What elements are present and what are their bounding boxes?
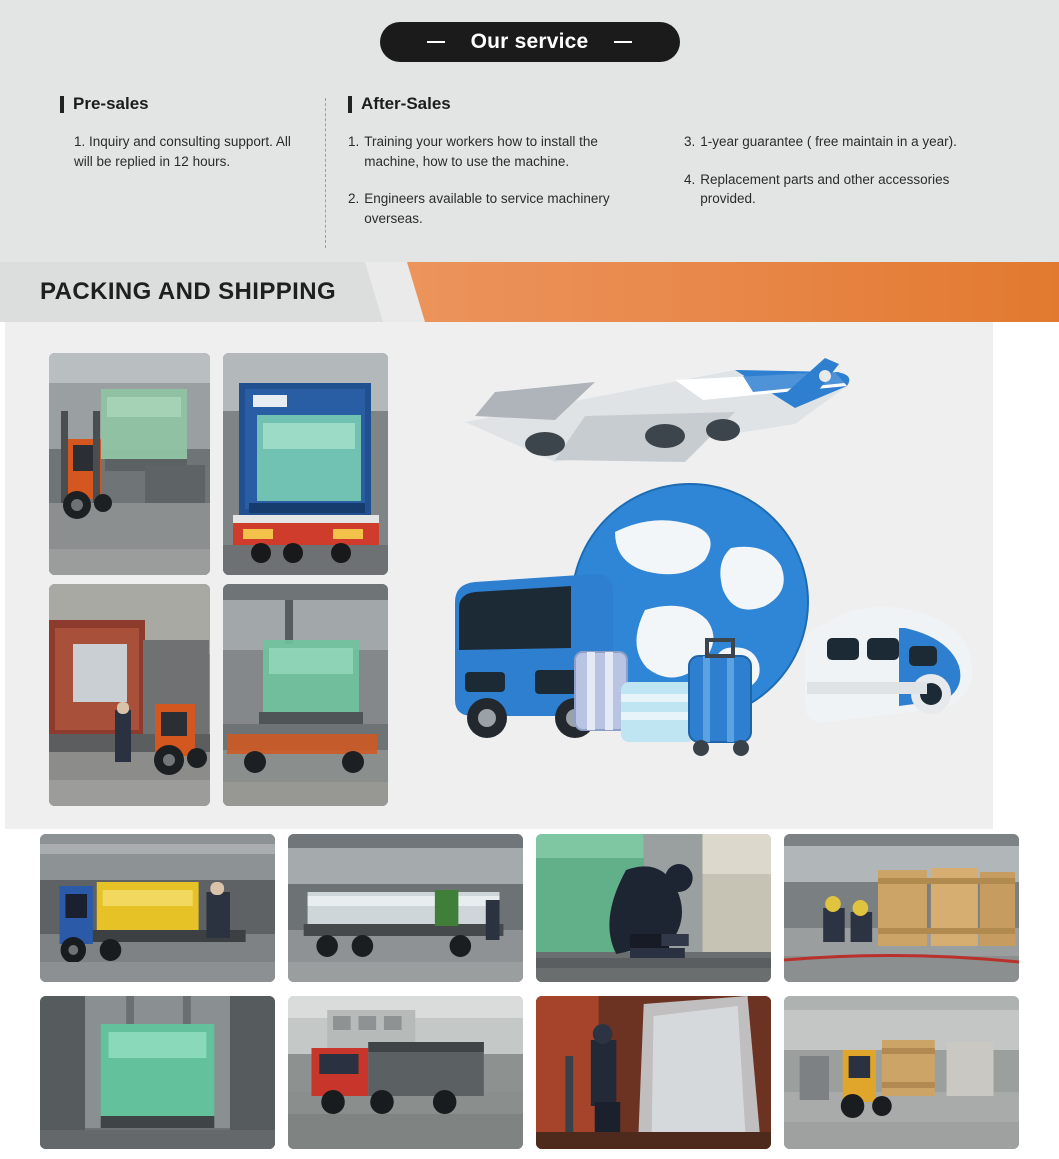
item-number: 4. xyxy=(684,171,696,187)
item-text: Engineers available to service machinery overseas. xyxy=(364,191,610,226)
after-sales-left-col xyxy=(348,132,648,246)
bottom-photo-2 xyxy=(288,834,523,982)
shipping-photo-1 xyxy=(49,353,210,575)
airplane-icon xyxy=(465,358,849,462)
green-wrapped-machine-in-container-icon xyxy=(40,996,275,1149)
after-sales-heading xyxy=(348,94,1011,114)
bottom-photo-4 xyxy=(784,834,1019,982)
shipping-photo-panel xyxy=(0,322,1059,834)
forklift-loading-truck-container-icon xyxy=(49,584,210,806)
bottom-photo-3 xyxy=(536,834,771,982)
packing-shipping-banner xyxy=(0,262,1059,322)
machine-inside-sitc-container-icon xyxy=(223,353,388,575)
banner-title: PACKING AND SHIPPING xyxy=(40,278,337,305)
worker-strapping-cargo-icon xyxy=(536,834,771,982)
after-sales-item xyxy=(684,170,984,209)
shipping-photo-2 xyxy=(223,353,388,575)
item-text: 1-year guarantee ( free maintain in a year). xyxy=(700,134,957,149)
item-text: Training your workers how to install the machine, how to use the machine. xyxy=(364,134,598,169)
service-title-pill xyxy=(380,22,680,62)
shipping-photo-3 xyxy=(49,584,210,806)
item-number: 2. xyxy=(348,191,360,207)
after-sales-item xyxy=(348,132,648,171)
red-truck-at-factory-gate-icon xyxy=(288,996,523,1149)
bottom-photo-grid xyxy=(0,834,1059,1149)
forklift-with-wooden-crates-in-workshop-icon xyxy=(784,996,1019,1149)
item-number: 1. xyxy=(348,134,360,149)
forklift-loading-yellow-machine-into-truck-icon xyxy=(40,834,275,982)
service-title-text: Our service xyxy=(470,30,589,53)
globe-plane-bus-train-luggage-illustration-icon xyxy=(435,352,980,812)
dash-left-icon xyxy=(427,41,445,43)
after-sales-item xyxy=(684,132,984,152)
item-text: Replacement parts and other accessories provided. xyxy=(700,171,950,207)
after-sales-item xyxy=(348,189,648,228)
shipping-photo-4 xyxy=(223,584,388,806)
bottom-photo-7 xyxy=(536,996,771,1149)
after-sales-grid xyxy=(348,132,1011,246)
item-number: 3. xyxy=(684,134,696,149)
forklift-loading-green-wrapped-machine-icon xyxy=(49,353,210,575)
shipping-panel-inner xyxy=(5,322,993,829)
after-sales-heading-text: After-Sales xyxy=(361,94,451,113)
bottom-photo-1 xyxy=(40,834,275,982)
dash-right-icon xyxy=(614,41,632,43)
service-title-wrap xyxy=(0,22,1059,62)
crane-lifting-wrapped-machine-icon xyxy=(223,584,388,806)
after-sales-right-col xyxy=(684,132,984,246)
long-machine-loaded-on-flatbed-truck-icon xyxy=(288,834,523,982)
pre-sales-column xyxy=(60,94,325,248)
column-divider xyxy=(325,98,326,248)
train-icon xyxy=(805,607,972,722)
workers-packing-wooden-crates-icon xyxy=(784,834,1019,982)
our-service-section xyxy=(0,0,1059,262)
bottom-photo-8 xyxy=(784,996,1019,1149)
bottom-photo-5 xyxy=(40,996,275,1149)
pre-sales-item: 1. Inquiry and consulting support. All will be replied in 12 hours. xyxy=(74,134,291,169)
after-sales-column xyxy=(348,94,1011,248)
pre-sales-heading-text: Pre-sales xyxy=(73,94,149,113)
bottom-photo-6 xyxy=(288,996,523,1149)
service-columns xyxy=(0,94,1059,248)
transport-illustration xyxy=(435,352,980,812)
bar-marker-icon xyxy=(348,96,352,113)
pre-sales-heading xyxy=(60,94,311,114)
bar-marker-icon xyxy=(60,96,64,113)
worker-wrapping-machine-in-container-icon xyxy=(536,996,771,1149)
